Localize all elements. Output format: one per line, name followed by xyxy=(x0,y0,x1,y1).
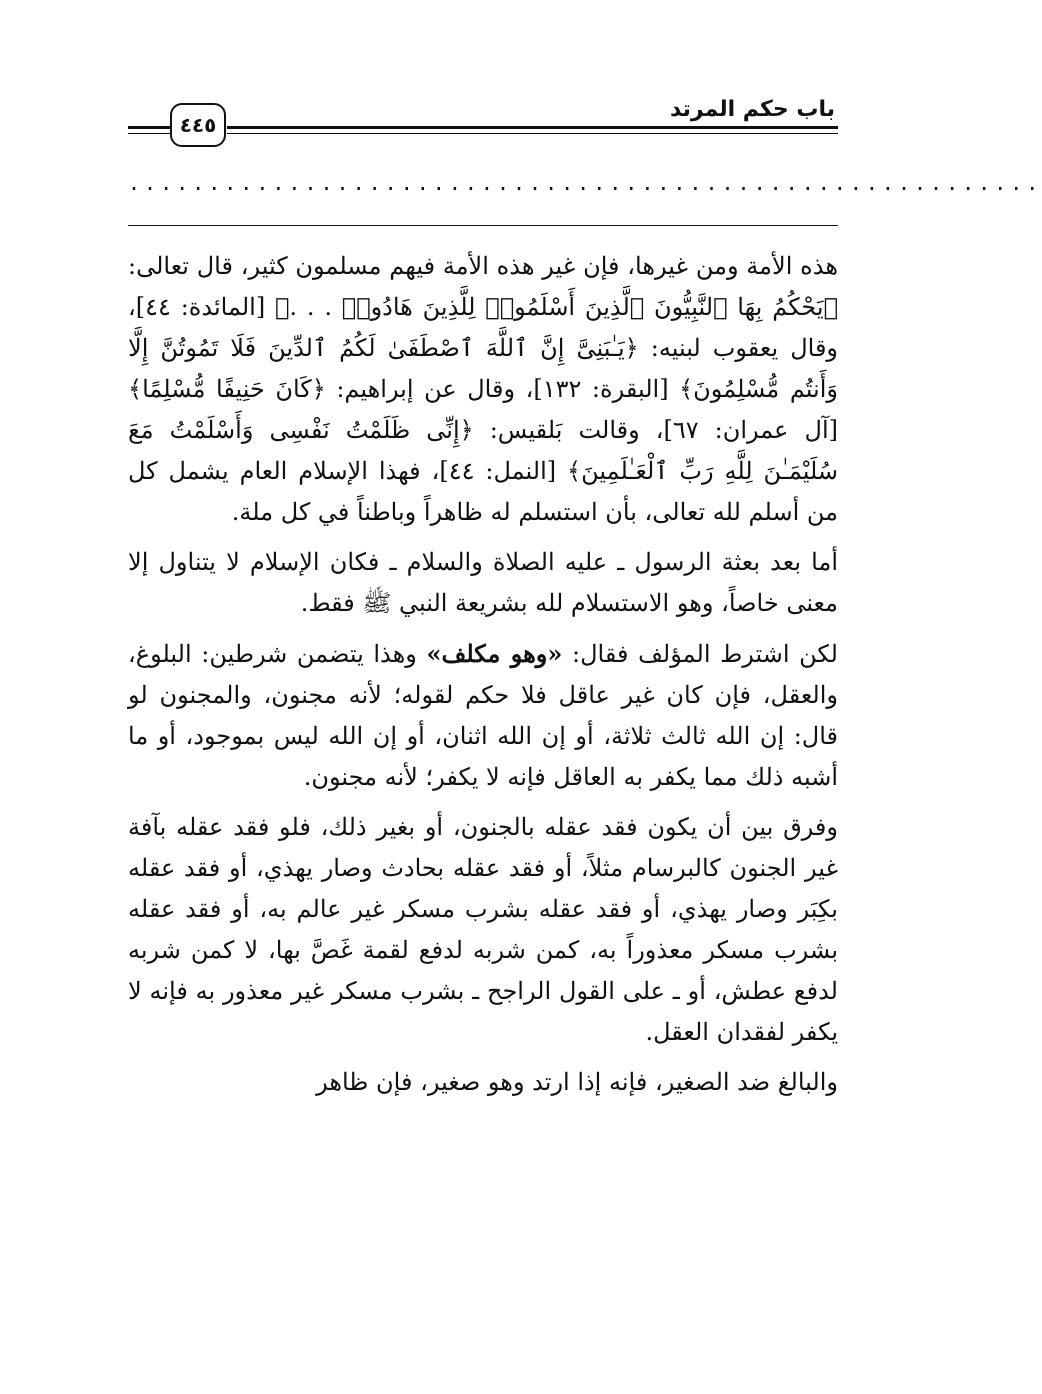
paragraph-1: هذه الأمة ومن غيرها، فإن غير هذه الأمة فيهم مسلمون كثير، قال تعالى: ﴿يَحْكُمُ بِهَا ٱلنَّبِيُّونَ ٱلَّذِينَ أَسْلَمُوا۟ لِلَّذِينَ هَادُوا۟ . . .﴾ [المائدة: ٤٤]، وقال يعقوب لبنيه: ﴿يَـٰبَنِىَّ إِنَّ ٱللَّهَ ٱصْطَفَىٰ لَكُمُ ٱلدِّينَ فَلَا تَمُوتُنَّ إِلَّا وَأَنتُم مُّسْلِمُونَ﴾ [البقرة: ١٣٢]، وقال عن إبراهيم: ﴿كَانَ حَنِيفًا مُّسْلِمًا﴾ [آل عمران: ٦٧]، وقالت بَلقيس: ﴿إِنِّى ظَلَمْتُ نَفْسِى وَأَسْلَمْتُ مَعَ سُلَيْمَـٰنَ لِلَّهِ رَبِّ ٱلْعَـٰلَمِينَ﴾ [النمل: ٤٤]، فهذا الإسلام العام يشمل كل من أسلم لله تعالى، بأن استسلم له ظاهراً وباطناً في كل ملة. xyxy=(128,252,839,526)
page-number-text: ٤٤٥ xyxy=(179,113,217,137)
footnote-separator xyxy=(128,225,838,226)
matn-quote: «وهو مكلف» xyxy=(426,639,563,668)
page-number xyxy=(170,103,226,147)
chapter-title: باب حكم المرتد xyxy=(669,97,835,122)
page-body xyxy=(128,246,838,1346)
paragraph-3 xyxy=(128,633,838,798)
paragraph-4: وفرق بين أن يكون فقد عقله بالجنون، أو بغير ذلك، فلو فقد عقله بآفة غير الجنون كالبرسام مثلاً، أو فقد عقله بحادث وصار يهذي، أو فقد عقله بكِبَر وصار يهذي، أو فقد عقله بشرب مسكر غير عالم به، أو فقد عقله بشرب مسكر معذوراً به، كمن شربه لدفع لقمة غَصَّ بها، لا كمن شربه لدفع عطش، أو ـ على القول الراجح ـ بشرب مسكر غير معذور به فإنه لا يكفر لفقدان العقل. xyxy=(128,813,838,1046)
footnote-continuation-dots: ......................................................... xyxy=(128,171,1042,195)
header-rule-left xyxy=(128,126,170,129)
paragraph-3-lead: لكن اشترط المؤلف فقال: xyxy=(562,640,838,668)
paragraph-3-rest: وهذا يتضمن شرطين: البلوغ، والعقل، فإن كان غير عاقل فلا حكم لقوله؛ لأنه مجنون، والمجنون لو قال: إن الله ثالث ثلاثة، أو إن الله اثنان، أو إن الله ليس بموجود، أو ما أشبه ذلك مما يكفر به العاقل فإنه لا يكفر؛ لأنه مجنون. xyxy=(128,640,838,791)
header-rule-thin xyxy=(227,133,838,134)
paragraph-5: والبالغ ضد الصغير، فإنه إذا ارتد وهو صغير، فإن ظاهر xyxy=(316,1068,838,1096)
paragraph-2: أما بعد بعثة الرسول ـ عليه الصلاة والسلام ـ فكان الإسلام لا يتناول إلا معنى خاصاً، وهو الاستسلام لله بشريعة النبي ﷺ فقط. xyxy=(128,548,838,617)
header-rule-left-thin xyxy=(128,133,170,134)
header-rule xyxy=(227,126,838,129)
